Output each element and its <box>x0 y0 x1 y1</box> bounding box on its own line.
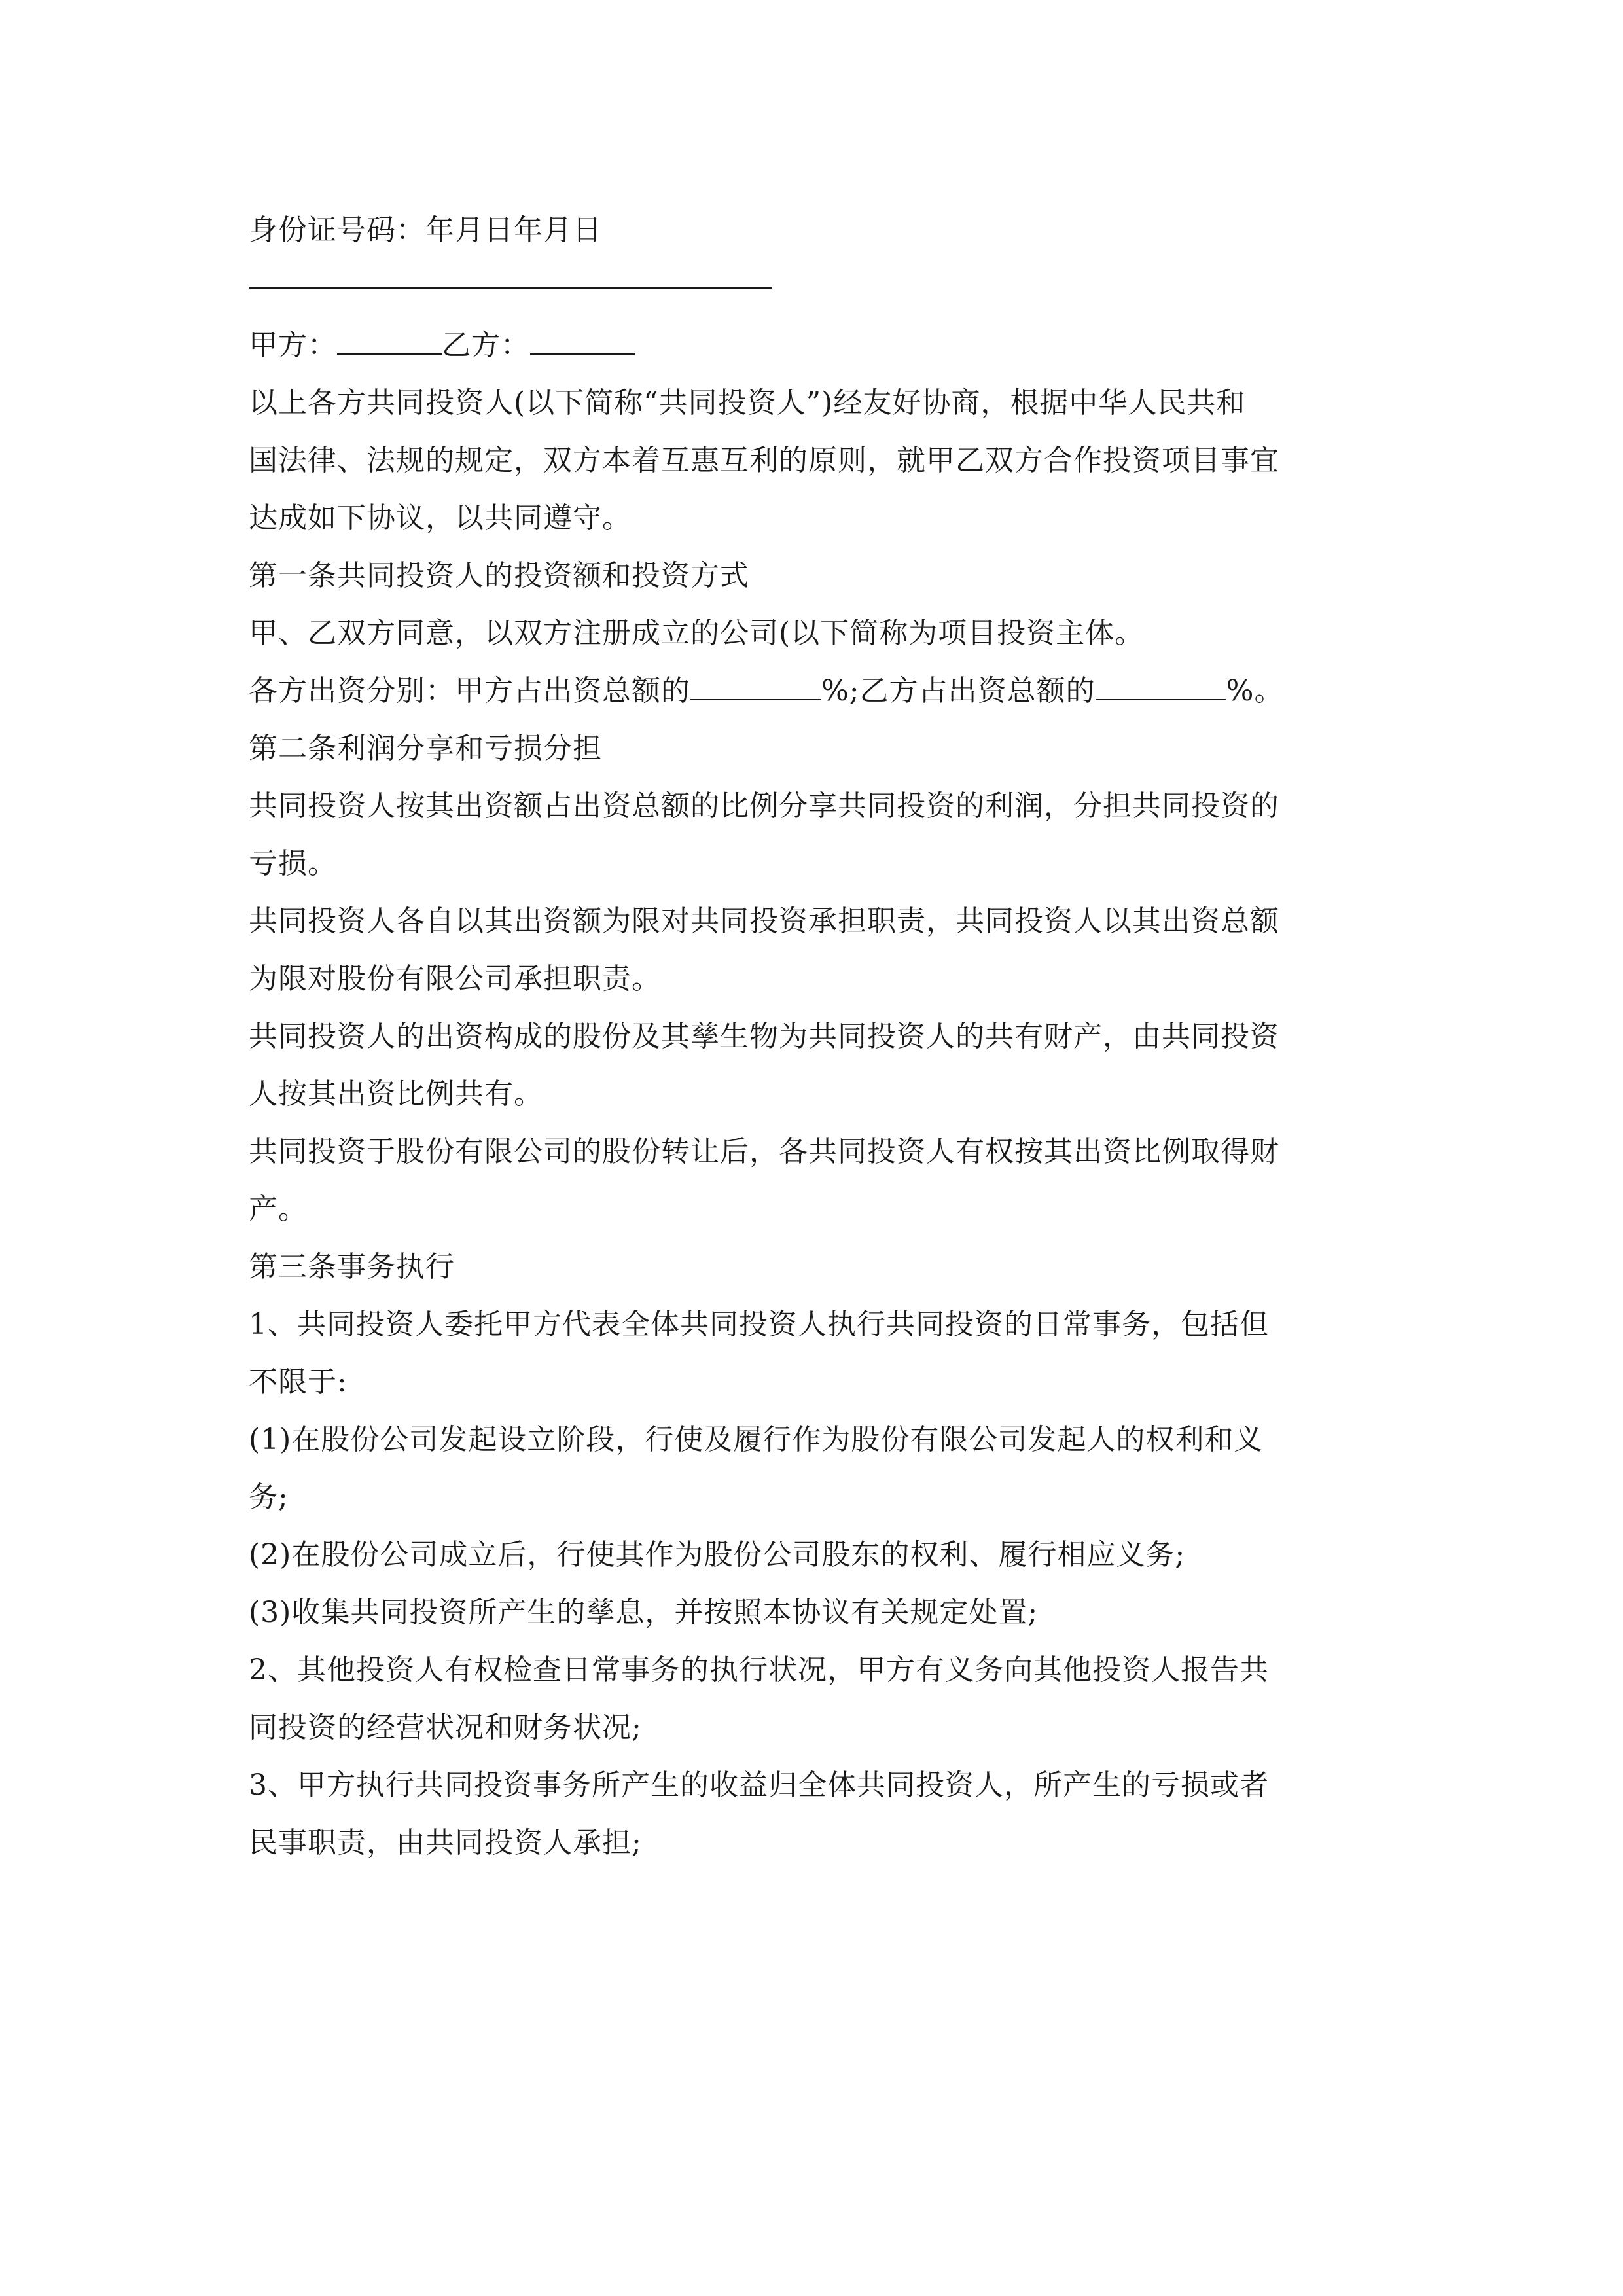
paragraph-line: 共同投资人的出资构成的股份及其孳生物为共同投资人的共有财产，由共同投资 <box>249 1020 1279 1053</box>
document-body <box>249 202 1387 1872</box>
paragraph-line: 达成如下协议，以共同遵守。 <box>249 501 632 535</box>
party-a-blank <box>337 327 442 355</box>
paragraph-line: 务; <box>249 1480 289 1514</box>
section-heading: 第三条事务执行 <box>249 1250 455 1283</box>
section-heading: 第二条利润分享和亏损分担 <box>249 732 602 765</box>
paragraph-line: 1、共同投资人委托甲方代表全体共同投资人执行共同投资的日常事务，包括但 <box>249 1308 1269 1341</box>
paragraph-line: 亏损。 <box>249 847 337 880</box>
paragraph-line: 共同投资于股份有限公司的股份转让后，各共同投资人有权按其出资比例取得财 <box>249 1135 1279 1168</box>
party-b-label: 乙方： <box>442 329 530 362</box>
horizontal-rule <box>249 259 1387 317</box>
paragraph-line: 为限对股份有限公司承担职责。 <box>249 962 661 996</box>
paragraph-line: (3)收集共同投资所产生的孳息，并按照本协议有关规定处置; <box>249 1596 1039 1629</box>
paragraph-line: 以上各方共同投资人(以下简称“共同投资人”)经友好协商，根据中华人民共和 <box>249 386 1246 420</box>
party-b-percent-blank <box>1096 673 1226 700</box>
paragraph-line: 同投资的经营状况和财务状况; <box>249 1711 642 1744</box>
paragraph-line: 人按其出资比例共有。 <box>249 1077 543 1111</box>
contribution-suffix: %。 <box>1226 674 1284 708</box>
rule-bar <box>249 287 772 289</box>
paragraph-line: 民事职责，由共同投资人承担; <box>249 1826 642 1859</box>
party-a-label: 甲方： <box>249 329 337 362</box>
contribution-line <box>249 662 1387 720</box>
party-b-blank <box>530 327 635 355</box>
paragraph-line: (1)在股份公司发起设立阶段，行使及履行作为股份有限公司发起人的权利和义 <box>249 1423 1264 1456</box>
paragraph-line: 共同投资人按其出资额占出资总额的比例分享共同投资的利润，分担共同投资的 <box>249 789 1279 823</box>
parties-line <box>249 317 1387 374</box>
contribution-middle: %;乙方占出资总额的 <box>821 674 1096 708</box>
section-heading: 第一条共同投资人的投资额和投资方式 <box>249 559 749 592</box>
paragraph-line: 2、其他投资人有权检查日常事务的执行状况，甲方有义务向其他投资人报告共 <box>249 1653 1269 1687</box>
id-number-line: 身份证号码：年月日年月日 <box>249 213 602 247</box>
paragraph-line: 国法律、法规的规定，双方本着互惠互利的原则，就甲乙双方合作投资项目事宜 <box>249 444 1279 477</box>
paragraph-line: (2)在股份公司成立后，行使其作为股份公司股东的权利、履行相应义务; <box>249 1538 1186 1571</box>
party-a-percent-blank <box>690 673 821 700</box>
paragraph-line: 甲、乙双方同意，以双方注册成立的公司(以下简称为项目投资主体。 <box>249 617 1145 650</box>
paragraph-line: 3、甲方执行共同投资事务所产生的收益归全体共同投资人，所产生的亏损或者 <box>249 1768 1269 1802</box>
paragraph-line: 共同投资人各自以其出资额为限对共同投资承担职责，共同投资人以其出资总额 <box>249 905 1279 938</box>
contribution-prefix: 各方出资分别：甲方占出资总额的 <box>249 674 690 708</box>
paragraph-line: 产。 <box>249 1193 308 1226</box>
paragraph-line: 不限于: <box>249 1365 348 1399</box>
